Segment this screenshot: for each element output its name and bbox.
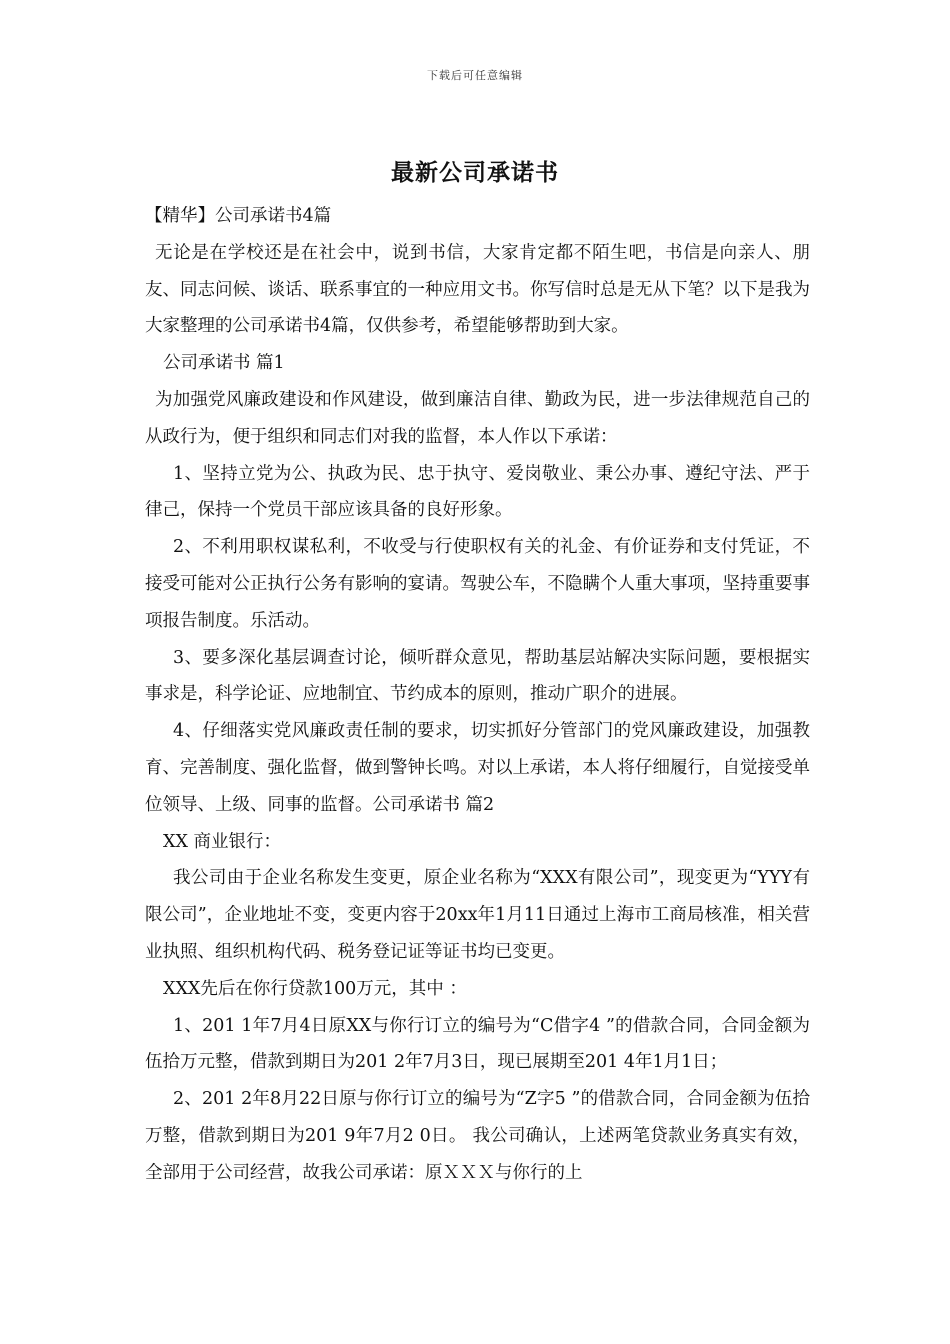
paragraph: 3、要多深化基层调查讨论，倾听群众意见，帮助基层站解决实际问题，要根据实事求是，科学论证、应地制宜、节约成本的原则，推动广职介的进展。 bbox=[145, 647, 810, 705]
paragraph: 我公司由于企业名称发生变更，原企业名称为“XXX有限公司”，现变更为“YYY有限公司”，企业地址不变，变更内容于20xx年1月11日通过上海市工商局核准，相关营业执照、组织机构代码、税务登记证等证书均已变更。 bbox=[145, 868, 810, 962]
paragraph: 1、坚持立党为公、执政为民、忠于执守、爱岗敬业、秉公办事、遵纪守法、严于律己，保持一个党员干部应该具备的良好形象。 bbox=[145, 463, 810, 521]
paragraph: 公司承诺书 篇1 bbox=[163, 353, 285, 374]
paragraph: XXX先后在你行贷款100万元，其中 ： bbox=[163, 978, 467, 999]
paragraph: XX 商业银行： bbox=[163, 831, 281, 852]
paragraph: 4、仔细落实党风廉政责任制的要求，切实抓好分管部门的党风廉政建设，加强教育、完善制度、强化监督，做到警钟长鸣。对以上承诺，本人将仔细履行，自觉接受单位领导、上级、同事的监督。公司承诺书 篇2 bbox=[145, 721, 810, 815]
header-note: 下载后可任意编辑 bbox=[427, 69, 523, 82]
document-title: 最新公司承诺书 bbox=[391, 159, 559, 186]
paragraph: 【精华】公司承诺书4篇 bbox=[145, 206, 332, 226]
paragraph: 1、201 1年7月4日原XX与你行订立的编号为“C借字4 ”的借款合同，合同金额为伍拾万元整，借款到期日为201 2年7月3日，现已展期至201 4年1月1日； bbox=[145, 1015, 810, 1073]
paragraph: 2、不利用职权谋私利，不收受与行使职权有关的礼金、有价证券和支付凭证，不接受可能对公正执行公务有影响的宴请。驾驶公车，不隐瞒个人重大事项，坚持重要事项报告制度。乐活动。 bbox=[145, 537, 810, 631]
paragraph: 2、201 2年8月22日原与你行订立的编号为“Z字5 ”的借款合同，合同金额为伍拾万整，借款到期日为201 9年7月2 0日。 我公司确认，上述两笔贷款业务真实有效，全部用于公司经营，故我公司承诺：原ＸＸＸ与你行的上 bbox=[145, 1089, 810, 1183]
paragraph: 无论是在学校还是在社会中，说到书信，大家肯定都不陌生吧，书信是向亲人、朋友、同志问候、谈话、联系事宜的一种应用文书。你写信时总是无从下笔？以下是我为大家整理的公司承诺书4篇，仅供参考，希望能够帮助到大家。 bbox=[145, 242, 810, 337]
document-body bbox=[145, 198, 810, 1192]
paragraph: 为加强党风廉政建设和作风建设，做到廉洁自律、勤政为民，进一步法律规范自己的从政行为，便于组织和同志们对我的监督，本人作以下承诺： bbox=[145, 389, 810, 447]
